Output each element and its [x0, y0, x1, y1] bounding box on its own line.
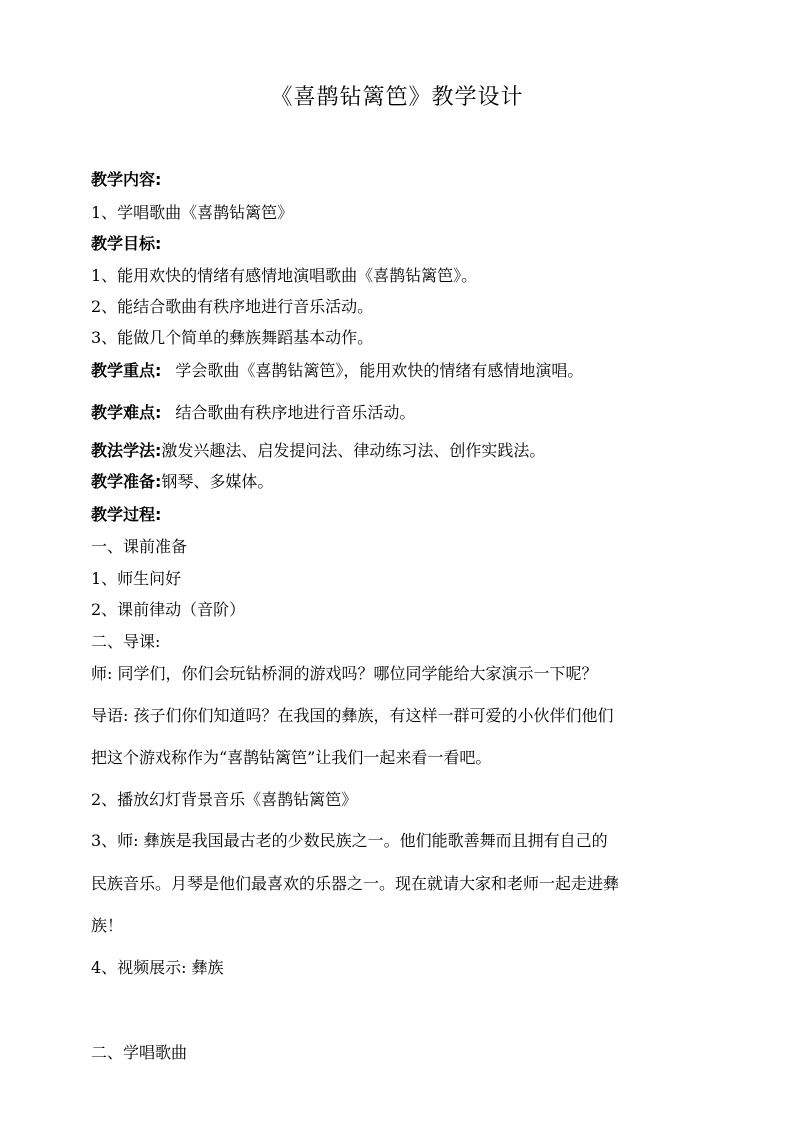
teaching-process-heading: 教学过程:	[91, 505, 162, 524]
process-line: 族！	[91, 916, 124, 935]
teaching-goal-item: 2、能结合歌曲有秩序地进行音乐活动。	[91, 297, 374, 316]
process-line: 2、课前律动（音阶）	[91, 600, 246, 619]
process-line: 2、播放幻灯背景音乐《喜鹊钻篱笆》	[91, 790, 358, 809]
process-line: 导语: 孩子们你们知道吗？在我国的彝族，有这样一群可爱的小伙伴们他们	[91, 706, 614, 725]
methods-row	[91, 441, 545, 461]
teaching-content-heading: 教学内容:	[91, 170, 162, 189]
process-line: 民族音乐。月琴是他们最喜欢的乐器之一。现在就请大家和老师一起走进彝	[91, 874, 620, 893]
process-line: 把这个游戏称作为“喜鹊钻篱笆”让我们一起来看一看吧。	[91, 748, 492, 767]
teaching-goal-item: 1、能用欢快的情绪有感情地演唱歌曲《喜鹊钻篱笆》。	[91, 266, 478, 285]
process-line: 师: 同学们，你们会玩钻桥洞的游戏吗？哪位同学能给大家演示一下呢？	[91, 664, 598, 683]
document-title: 《喜鹊钻篱笆》教学设计	[270, 85, 524, 110]
difficulties-row	[91, 403, 415, 423]
process-line: 4、视频展示: 彝族	[91, 958, 224, 977]
process-line: 1、师生问好	[91, 569, 182, 588]
preparation-label: 教学准备:	[91, 472, 162, 491]
teaching-goal-item: 3、能做几个简单的彝族舞蹈基本动作。	[91, 328, 374, 347]
methods-text: 激发兴趣法、启发提问法、律动练习法、创作实践法。	[161, 441, 546, 460]
preparation-row	[91, 472, 273, 492]
teaching-goals-heading: 教学目标:	[91, 234, 162, 253]
key-points-label: 教学重点:	[91, 361, 162, 380]
difficulties-text: 结合歌曲有秩序地进行音乐活动。	[175, 403, 416, 422]
key-points-row	[91, 361, 583, 381]
process-line: 3、师: 彝族是我国最古老的少数民族之一。他们能歌善舞而且拥有自己的	[91, 831, 608, 850]
difficulties-label: 教学难点:	[91, 403, 162, 422]
process-line: 二、学唱歌曲	[91, 1043, 188, 1062]
process-line: 二、导课:	[91, 632, 161, 651]
teaching-content-item: 1、学唱歌曲《喜鹊钻篱笆》	[91, 203, 294, 222]
process-line: 一、课前准备	[91, 537, 188, 556]
methods-label: 教法学法:	[91, 441, 162, 460]
key-points-text: 学会歌曲《喜鹊钻篱笆》，能用欢快的情绪有感情地演唱。	[175, 361, 584, 380]
preparation-text: 钢琴、多媒体。	[161, 472, 274, 491]
